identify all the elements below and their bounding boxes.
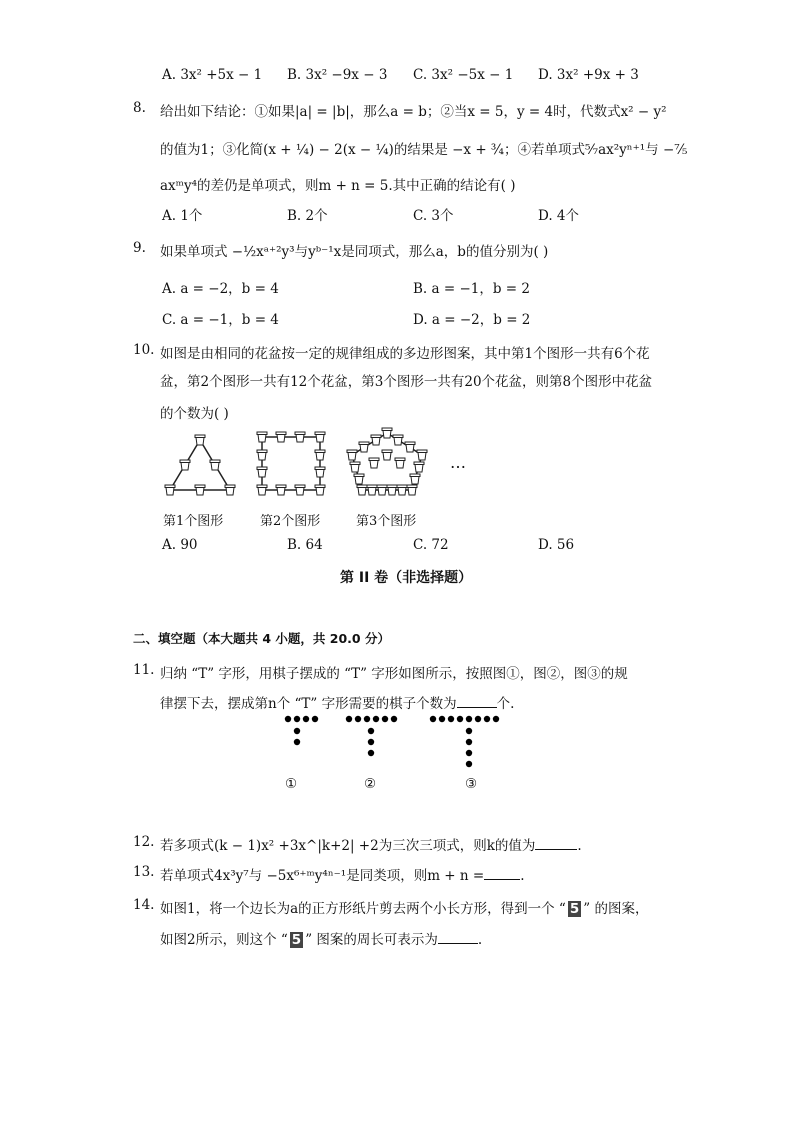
q12-text-end: . bbox=[577, 838, 582, 854]
q11-number: 11. bbox=[133, 662, 155, 678]
q7-option-d: D. 3x² +9x + 3 bbox=[538, 67, 639, 83]
q7-option-c: C. 3x² −5x − 1 bbox=[413, 67, 514, 83]
q10-option-d: D. 56 bbox=[538, 537, 575, 553]
q9-option-c: C. a = −1，b = 4 bbox=[162, 312, 279, 328]
five-shape-glyph: 5 bbox=[569, 901, 580, 917]
q14-line-1-text: 如图1，将一个边长为a的正方形纸片剪去两个小长方形，得到一个 “ bbox=[160, 901, 566, 917]
q10-line-3: 的个数为( ) bbox=[160, 406, 229, 422]
q10-option-b: B. 64 bbox=[287, 537, 323, 553]
q14-number: 14. bbox=[133, 897, 155, 913]
figure-3-pentagon bbox=[347, 428, 427, 495]
q8-option-d: D. 4个 bbox=[538, 208, 580, 224]
q9-line-1: 如果单项式 −½xᵃ⁺²y³与yᵇ⁻¹x是同项式，那么a，b的值分别为( ) bbox=[160, 244, 549, 260]
q12-answer-blank[interactable] bbox=[535, 837, 577, 850]
q13-answer-blank[interactable] bbox=[484, 867, 520, 880]
t-figure-label-1: ① bbox=[285, 776, 298, 792]
q7-option-b: B. 3x² −9x − 3 bbox=[287, 67, 388, 83]
figure-1-caption: 第1个图形 bbox=[163, 514, 224, 529]
q12-text: 若多项式(k − 1)x² +3x^|k+2| +2为三次三项式，则k的值为 bbox=[160, 838, 536, 854]
figure-2-square bbox=[257, 432, 325, 495]
part-2-title: 第 II 卷（非选择题） bbox=[340, 570, 473, 586]
q9-option-d: D. a = −2，b = 2 bbox=[413, 312, 531, 328]
q11-line-2-text: 律摆下去，摆成第n个 “T” 字形需要的棋子个数为 bbox=[160, 696, 457, 712]
q13-text: 若单项式4x³y⁷与 −5x⁶⁺ᵐy⁴ⁿ⁻¹是同类项，则m + n = bbox=[160, 868, 485, 884]
t-shape-figures bbox=[283, 714, 523, 774]
figures-ellipsis: … bbox=[450, 453, 466, 472]
q14-line-1 bbox=[160, 897, 648, 917]
t-figure-label-2: ② bbox=[364, 776, 377, 792]
q8-option-a: A. 1个 bbox=[162, 208, 203, 224]
q14-line-2-mid: ” 图案的周长可表示为 bbox=[305, 932, 438, 948]
q11-line-2 bbox=[160, 692, 514, 712]
q8-line-3: axᵐy⁴的差仍是单项式，则m + n = 5.其中正确的结论有( ) bbox=[160, 178, 516, 194]
five-shape-glyph-2: 5 bbox=[291, 932, 302, 948]
q10-option-c: C. 72 bbox=[413, 537, 449, 553]
q14-line-2-end: . bbox=[477, 932, 483, 948]
section-2-title: 二、填空题（本大题共 4 小题，共 20.0 分） bbox=[133, 631, 390, 646]
q8-line-2: 的值为1；③化简(x + ¼) − 2(x − ¼)的结果是 −x + ¾；④若单项式⁵⁄₇ax²yⁿ⁺¹与 −⁷⁄₅ bbox=[160, 142, 688, 158]
q9-option-a: A. a = −2，b = 4 bbox=[162, 281, 279, 297]
q9-option-b: B. a = −1，b = 2 bbox=[413, 281, 530, 297]
q11-line-2-end: 个. bbox=[496, 696, 515, 712]
q9-number: 9. bbox=[133, 240, 146, 256]
q10-line-2: 盆，第2个图形一共有12个花盆，第3个图形一共有20个花盆，则第8个图形中花盆 bbox=[160, 374, 653, 390]
q13-number: 13. bbox=[133, 864, 155, 880]
q13-line bbox=[160, 864, 524, 884]
q8-option-b: B. 2个 bbox=[287, 208, 328, 224]
figure-2-caption: 第2个图形 bbox=[260, 514, 321, 529]
q11-answer-blank[interactable] bbox=[457, 695, 497, 708]
flower-pot-figures bbox=[160, 425, 450, 505]
q7-option-a: A. 3x² +5x − 1 bbox=[162, 67, 263, 83]
t-shape-2 bbox=[346, 716, 397, 756]
t-shape-3 bbox=[430, 716, 499, 767]
figure-3-caption: 第3个图形 bbox=[356, 514, 417, 529]
q13-text-end: . bbox=[520, 868, 525, 884]
q8-line-1: 给出如下结论：①如果|a| = |b|，那么a = b；②当x = 5，y = 4时，代数式x² − y² bbox=[160, 104, 667, 120]
figure-1-triangle bbox=[165, 435, 235, 495]
t-figure-label-3: ③ bbox=[465, 776, 478, 792]
q8-option-c: C. 3个 bbox=[413, 208, 454, 224]
q10-line-1: 如图是由相同的花盆按一定的规律组成的多边形图案，其中第1个图形一共有6个花 bbox=[160, 346, 650, 362]
q10-number: 10. bbox=[133, 342, 155, 358]
t-shape-1 bbox=[285, 716, 318, 745]
q14-answer-blank[interactable] bbox=[438, 931, 478, 944]
q14-line-2 bbox=[160, 928, 482, 948]
q14-line-1-end: ” 的图案， bbox=[583, 901, 649, 917]
q14-line-2-text: 如图2所示，则这个 “ bbox=[160, 932, 288, 948]
q8-number: 8. bbox=[133, 100, 146, 116]
q10-option-a: A. 90 bbox=[162, 537, 198, 553]
q12-line bbox=[160, 834, 582, 854]
q12-number: 12. bbox=[133, 834, 155, 850]
q11-line-1: 归纳 “T” 字形，用棋子摆成的 “T” 字形如图所示，按照图①，图②，图③的规 bbox=[160, 666, 628, 682]
